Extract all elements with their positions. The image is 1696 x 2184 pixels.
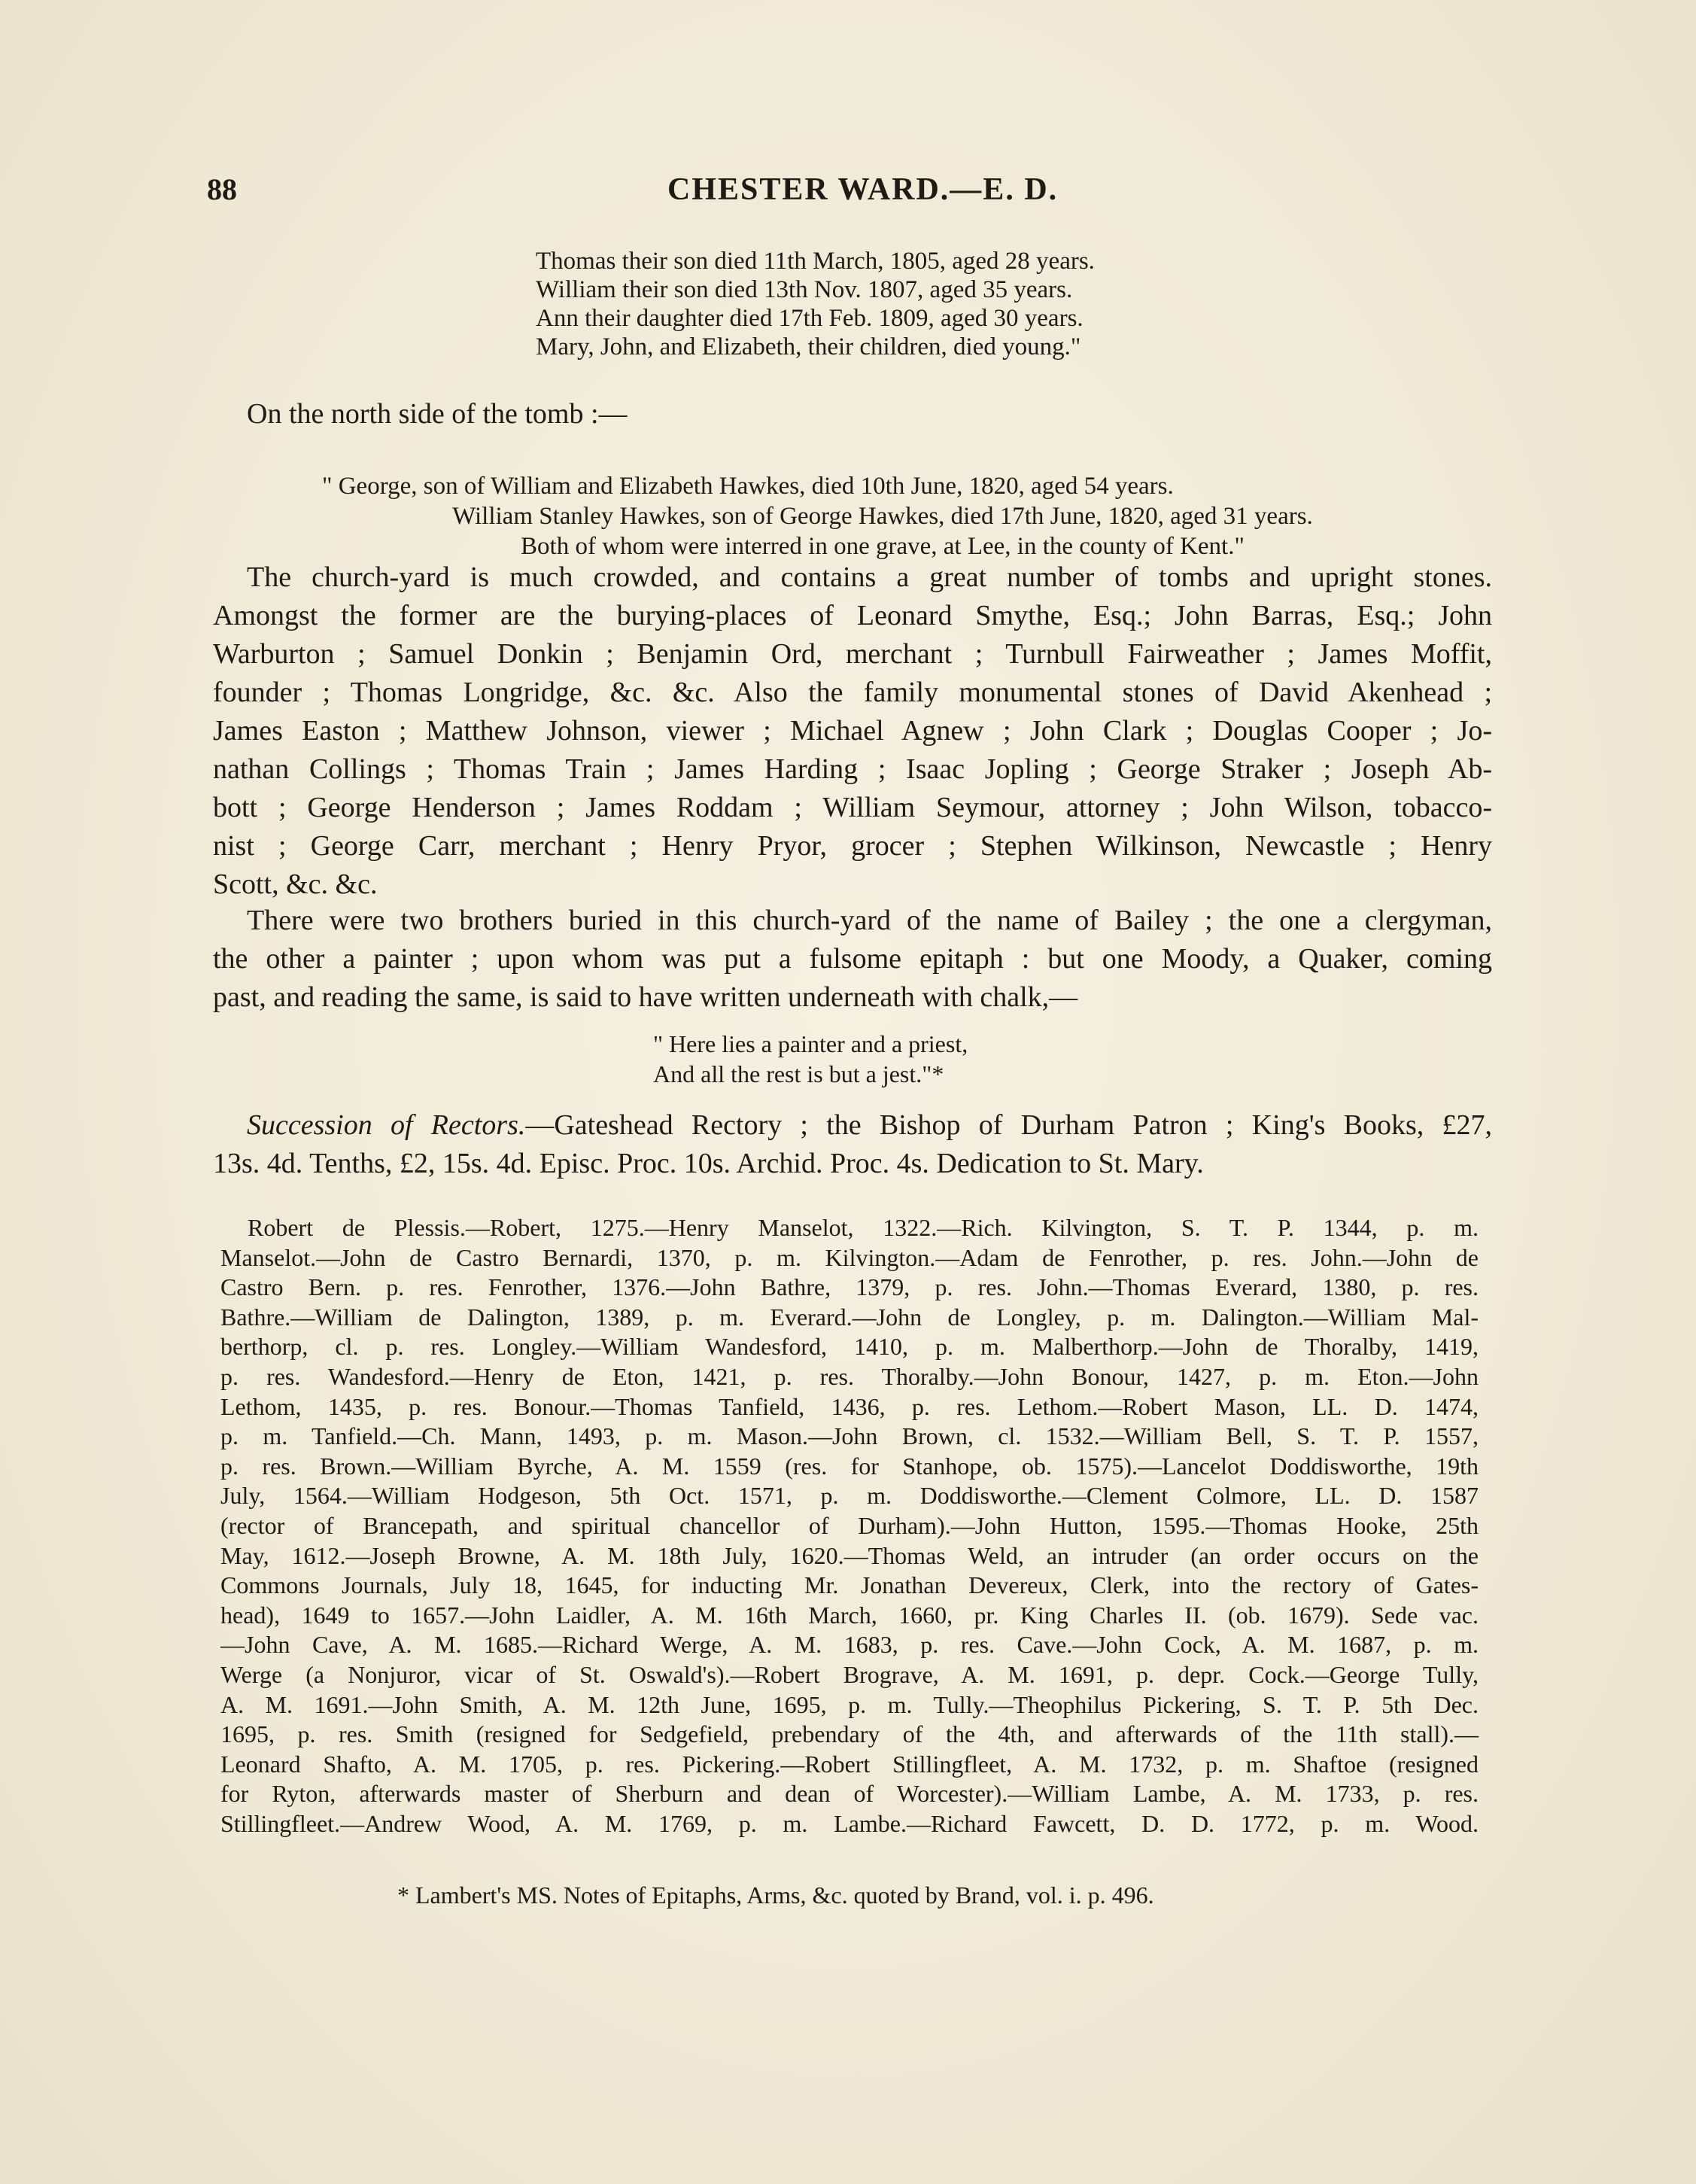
paragraph-line: The church-yard is much crowded, and contains a great number of tombs and upright stones. xyxy=(247,561,1492,593)
epitaph-line: William Stanley Hawkes, son of George Hawkes, died 17th June, 1820, aged 31 years. xyxy=(452,503,1313,530)
couplet-line: " Here lies a painter and a priest, xyxy=(653,1030,968,1057)
rectors-line: Bathre.—William de Dalington, 1389, p. m. Everard.—John de Longley, p. m. Dalington.—William Mal- xyxy=(220,1303,1479,1331)
succession-line xyxy=(213,1106,1492,1145)
couplet-line: And all the rest is but a jest."* xyxy=(653,1060,944,1087)
paragraph-line: past, and reading the same, is said to have written underneath with chalk,— xyxy=(213,981,1078,1013)
paragraph-line: There were two brothers buried in this church-yard of the name of Bailey ; the one a clergyman, xyxy=(247,905,1492,936)
epitaph-line: Mary, John, and Elizabeth, their children, died young." xyxy=(536,333,1081,360)
paragraph-line: nathan Collings ; Thomas Train ; James Harding ; Isaac Jopling ; George Straker ; Joseph Ab- xyxy=(213,753,1492,785)
rectors-line: Stillingfleet.—Andrew Wood, A. M. 1769, p. m. Lambe.—Richard Fawcett, D. D. 1772, p. m. Wood. xyxy=(220,1809,1479,1837)
rectors-line: Castro Bern. p. res. Fenrother, 1376.—John Bathre, 1379, p. res. John.—Thomas Everard, 1380, p. res. xyxy=(220,1273,1479,1301)
rectors-line: p. m. Tanfield.—Ch. Mann, 1493, p. m. Mason.—John Brown, cl. 1532.—William Bell, S. T. P. 1557, xyxy=(220,1422,1479,1450)
rectors-list xyxy=(220,1213,1479,1839)
rectors-line: May, 1612.—Joseph Browne, A. M. 18th July, 1620.—Thomas Weld, an intruder (an order occurs on the xyxy=(220,1541,1479,1569)
rectors-line: berthorp, cl. p. res. Longley.—William Wandesford, 1410, p. m. Malberthorp.—John de Thoralby, 1419, xyxy=(220,1333,1479,1361)
churchyard-paragraph xyxy=(213,558,1492,904)
rectors-line: Lethom, 1435, p. res. Bonour.—Thomas Tanfield, 1436, p. res. Lethom.—Robert Mason, LL. D. 1474, xyxy=(220,1392,1479,1420)
rectors-line: Werge (a Nonjuror, vicar of St. Oswald's).—Robert Brograve, A. M. 1691, p. depr. Cock.—George Tully, xyxy=(220,1660,1479,1688)
paragraph-line: Scott, &c. &c. xyxy=(213,868,378,900)
rectors-line: Commons Journals, July 18, 1645, for inducting Mr. Jonathan Devereux, Clerk, into the rectory of Gates- xyxy=(220,1571,1479,1599)
rectors-line: p. res. Brown.—William Byrche, A. M. 1559 (res. for Stanhope, ob. 1575).—Lancelot Doddisworthe, 19th xyxy=(220,1452,1479,1480)
paragraph-line: Warburton ; Samuel Donkin ; Benjamin Ord, merchant ; Turnbull Fairweather ; James Moffit, xyxy=(213,638,1492,670)
paragraph-line: the other a painter ; upon whom was put a fulsome epitaph : but one Moody, a Quaker, coming xyxy=(213,943,1492,975)
rectors-line: head), 1649 to 1657.—John Laidler, A. M. 16th March, 1660, pr. King Charles II. (ob. 1679). Sede vac. xyxy=(220,1601,1479,1629)
succession-text: —Gateshead Rectory ; the Bishop of Durham Patron ; King's Books, £27, xyxy=(525,1109,1492,1141)
epitaph-line: Both of whom were interred in one grave, at Lee, in the county of Kent." xyxy=(521,533,1245,560)
running-head: CHESTER WARD.—E. D. xyxy=(667,172,1059,207)
epitaph-line: Thomas their son died 11th March, 1805, aged 28 years. xyxy=(536,248,1095,275)
page-header xyxy=(207,172,1494,217)
succession-paragraph xyxy=(213,1106,1492,1183)
succession-heading: Succession of Rectors. xyxy=(247,1109,526,1141)
rectors-line: Robert de Plessis.—Robert, 1275.—Henry Manselot, 1322.—Rich. Kilvington, S. T. P. 1344, p. m. xyxy=(248,1214,1479,1241)
succession-line: 13s. 4d. Tenths, £2, 15s. 4d. Episc. Proc. 10s. Archid. Proc. 4s. Dedication to St. Mary. xyxy=(213,1148,1204,1179)
epitaph-line: Ann their daughter died 17th Feb. 1809, aged 30 years. xyxy=(536,305,1084,332)
paragraph-line: bott ; George Henderson ; James Roddam ; William Seymour, attorney ; John Wilson, tobacco- xyxy=(213,792,1492,823)
rectors-line: p. res. Wandesford.—Henry de Eton, 1421, p. res. Thoralby.—John Bonour, 1427, p. m. Eton.—John xyxy=(220,1362,1479,1390)
epitaph-continued xyxy=(536,247,1095,361)
rectors-line: Leonard Shafto, A. M. 1705, p. res. Pickering.—Robert Stillingfleet, A. M. 1732, p. m. Shaftoe (resigned xyxy=(220,1750,1479,1778)
rectors-line: Manselot.—John de Castro Bernardi, 1370, p. m. Kilvington.—Adam de Fenrother, p. res. John.—John de xyxy=(220,1243,1479,1271)
bailey-paragraph xyxy=(213,902,1492,1017)
footnote: * Lambert's MS. Notes of Epitaphs, Arms, &c. quoted by Brand, vol. i. p. 496. xyxy=(397,1881,1154,1909)
epitaph-line: William their son died 13th Nov. 1807, aged 35 years. xyxy=(536,276,1073,303)
rectors-line: A. M. 1691.—John Smith, A. M. 12th June, 1695, p. m. Tully.—Theophilus Pickering, S. T. P. 5th Dec. xyxy=(220,1690,1479,1718)
rectors-line: —John Cave, A. M. 1685.—Richard Werge, A. M. 1683, p. res. Cave.—John Cock, A. M. 1687, p. m. xyxy=(220,1631,1479,1659)
paragraph-line: founder ; Thomas Longridge, &c. &c. Also the family monumental stones of David Akenhead ; xyxy=(213,677,1492,708)
north-epitaph xyxy=(322,471,1443,561)
rectors-line: 1695, p. res. Smith (resigned for Sedgefield, prebendary of the 4th, and afterwards of the 11th stall).— xyxy=(220,1720,1479,1748)
epitaph-line: " George, son of William and Elizabeth Hawkes, died 10th June, 1820, aged 54 years. xyxy=(322,473,1174,500)
paragraph-line: Amongst the former are the burying-places of Leonard Smythe, Esq.; John Barras, Esq.; John xyxy=(213,600,1492,631)
rectors-line: July, 1564.—William Hodgeson, 5th Oct. 1571, p. m. Doddisworthe.—Clement Colmore, LL. D. 1587 xyxy=(220,1482,1479,1510)
page-number: 88 xyxy=(207,172,237,206)
paragraph-line: nist ; George Carr, merchant ; Henry Pryor, grocer ; Stephen Wilkinson, Newcastle ; Henry xyxy=(213,830,1492,862)
north-side-intro: On the north side of the tomb :— xyxy=(247,398,628,430)
chalk-couplet xyxy=(653,1029,968,1089)
rectors-line: (rector of Brancepath, and spiritual chancellor of Durham).—John Hutton, 1595.—Thomas Hooke, 25th xyxy=(220,1511,1479,1539)
rectors-line: for Ryton, afterwards master of Sherburn and dean of Worcester).—William Lambe, A. M. 1733, p. res. xyxy=(220,1780,1479,1808)
paragraph-line: James Easton ; Matthew Johnson, viewer ; Michael Agnew ; John Clark ; Douglas Cooper ; Jo- xyxy=(213,715,1492,747)
